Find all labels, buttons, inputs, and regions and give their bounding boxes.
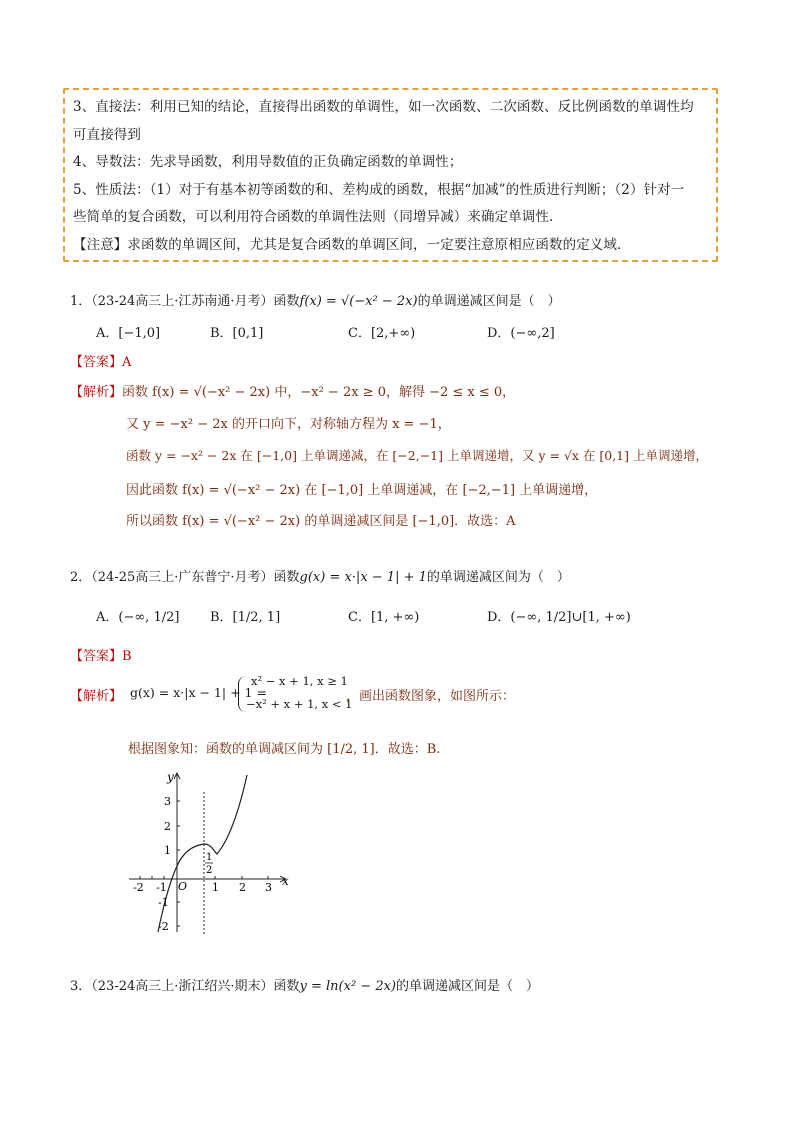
note-line-5: 5、性质法：（1）对于有基本初等函数的和、差构成的函数，根据“加减”的性质进行判断；（2）针对一 [73, 181, 685, 198]
q1-analysis-line-2: 又 y = −x² − 2x 的开口向下，对称轴方程为 x = −1， [126, 417, 451, 432]
q1-analysis-line-3: 函数 y = −x² − 2x 在 [−1,0] 上单调递减，在 [−2,−1] 上单调递增，又 y = √x 在 [0,1] 上单调递增， [126, 448, 708, 463]
q2-conclusion: 根据图象知：函数的单调减区间为 [1/2, 1]．故选：B. [128, 742, 441, 757]
x-tick-neg2: -2 [133, 881, 144, 894]
q1-analysis-line-5: 所以函数 f(x) = √(−x² − 2x) 的单调递减区间是 [−1,0]．故选：A [126, 514, 516, 529]
q2-option-b[interactable]: B．[1/2, 1] [210, 610, 281, 625]
q2-stem-suffix: 的单调递减区间为（ ） [426, 570, 570, 585]
q1-analysis-tag: 【解析】 [70, 385, 123, 400]
attention-tag: 【注意】 [73, 236, 128, 253]
q3-stem-suffix: 的单调递减区间是（ ） [396, 979, 540, 994]
q1-stem [70, 290, 561, 309]
q2-analysis-tag: 【解析】 [70, 689, 123, 704]
y-axis-label: y [167, 770, 174, 784]
q2-option-d[interactable]: D．(−∞, 1/2]∪[1, +∞) [487, 610, 631, 625]
half-label-numerator: 1 [206, 852, 213, 863]
note-line-4: 4、导数法：先求导函数，利用导数值的正负确定函数的单调性； [73, 154, 463, 170]
x-tick-1: 1 [212, 881, 219, 894]
q2-stem-prefix: 2．（24-25高三上·广东普宁·月考）函数 [70, 570, 300, 585]
half-label-denominator: 2 [206, 865, 213, 876]
q1-option-a[interactable]: A．[−1,0] [96, 326, 161, 341]
x-tick-2: 2 [239, 881, 246, 894]
q1-answer-value: A [122, 355, 132, 370]
method-notes-box [63, 88, 718, 262]
y-tick-2: 2 [164, 820, 171, 833]
x-tick-neg1: -1 [156, 881, 167, 894]
q1-analysis-line-1 [70, 381, 515, 400]
q2-option-c[interactable]: C．[1, +∞) [348, 610, 420, 625]
q1-analysis-line-4: 因此函数 f(x) = √(−x² − 2x) 在 [−1,0] 上单调递减，在 [−2,−1] 上单调递增， [126, 483, 598, 498]
function-curve [158, 775, 247, 932]
y-tick-3: 3 [164, 795, 171, 808]
note-line-3b: 可直接得到 [73, 126, 141, 143]
function-graph [125, 768, 300, 938]
origin-label: O [178, 880, 188, 893]
note-attention [73, 232, 708, 260]
q1-stem-prefix: 1．（23-24高三上·江苏南通·月考）函数 [70, 294, 300, 309]
x-tick-3: 3 [265, 881, 272, 894]
q1-function: f(x) = √(−x² − 2x) [299, 294, 418, 309]
q2-function: g(x) = x·|x − 1| + 1 [299, 570, 427, 585]
note-line-3: 3、直接法：利用已知的结论，直接得出函数的单调性，如一次函数、二次函数、反比例函数的单调性均 [73, 99, 694, 115]
q2-analysis-tail: ，画出函数图象，如图所示： [346, 689, 516, 704]
y-tick-neg2: -2 [158, 920, 169, 933]
q1-answer [70, 351, 131, 370]
y-tick-neg1: -1 [158, 896, 169, 909]
q2-piecewise-case-2: −x² + x + 1, x < 1 [246, 697, 353, 711]
q2-answer [70, 645, 132, 664]
note-line-5b: 些简单的复合函数，可以利用符合函数的单调性法则（同增异减）来确定单调性． [73, 209, 563, 225]
y-tick-1: 1 [164, 844, 171, 857]
q2-answer-tag: 【答案】 [70, 649, 123, 664]
q2-analysis-line-1 [70, 685, 122, 704]
q1-analysis-text-1: 函数 f(x) = √(−x² − 2x) 中，−x² − 2x ≥ 0，解得 −2 ≤ x ≤ 0， [122, 385, 516, 400]
q2-option-a[interactable]: A．(−∞, 1/2] [96, 610, 180, 625]
attention-text: 求函数的单调区间，尤其是复合函数的单调区间，一定要注意原相应函数的定义域． [127, 236, 631, 253]
x-axis-label: x [282, 874, 289, 888]
q3-function: y = ln(x² − 2x) [299, 979, 396, 994]
q1-answer-tag: 【答案】 [70, 355, 123, 370]
q1-stem-suffix: 的单调递减区间是（ ） [417, 294, 561, 309]
q1-option-d[interactable]: D．(−∞,2] [487, 326, 555, 341]
q2-piecewise-case-1: x² − x + 1, x ≥ 1 [251, 674, 348, 688]
q2-stem [70, 566, 570, 585]
q2-piecewise-lhs: g(x) = x·|x − 1| + 1 = [130, 685, 267, 700]
q2-answer-value: B [122, 649, 132, 664]
q1-option-b[interactable]: B．[0,1] [210, 326, 264, 341]
q3-stem [70, 975, 539, 994]
q1-option-c[interactable]: C．[2,+∞) [348, 326, 416, 341]
q3-stem-prefix: 3．（23-24高三上·浙江绍兴·期末）函数 [70, 979, 300, 994]
